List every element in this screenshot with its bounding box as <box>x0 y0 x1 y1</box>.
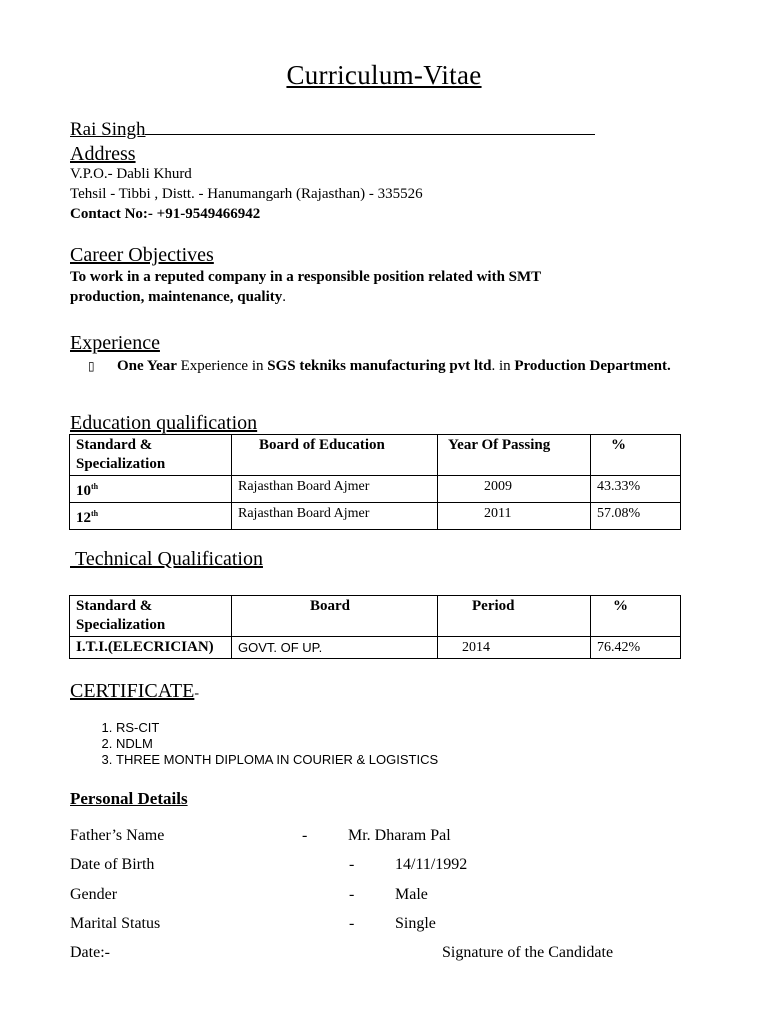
personal-label-marital: Marital Status <box>70 915 161 932</box>
education-table <box>69 434 681 530</box>
education-heading: Education qualification <box>70 412 258 434</box>
education-header-pct: % <box>591 435 681 476</box>
education-year-cell: 2011 <box>438 503 591 530</box>
experience-item <box>88 356 692 376</box>
list-item: 3. THREE MONTH DIPLOMA IN COURIER & LOGISTICS <box>116 752 438 768</box>
candidate-name: Rai Singh <box>70 119 146 140</box>
education-header-row <box>70 435 681 476</box>
career-objective-line-2 <box>70 289 286 306</box>
date-label: Date:- <box>70 944 110 961</box>
technical-table <box>69 595 681 659</box>
personal-label-father: Father’s Name <box>70 827 165 844</box>
education-board-cell: Rajasthan Board Ajmer <box>232 503 438 530</box>
education-header-year: Year Of Passing <box>438 435 591 476</box>
education-std-cell <box>70 503 232 530</box>
signature-label: Signature of the Candidate <box>442 944 614 961</box>
technical-period-cell: 2014 <box>438 637 591 659</box>
technical-header-pct: % <box>591 596 681 637</box>
career-objective-line-2-bold: production, maintenance, quality <box>70 289 283 305</box>
personal-details-heading: Personal Details <box>70 789 188 808</box>
table-row <box>70 637 681 659</box>
technical-heading <box>70 548 263 571</box>
education-pct-cell: 43.33% <box>591 476 681 503</box>
candidate-name-line <box>70 119 595 141</box>
technical-header-board: Board <box>232 596 438 637</box>
experience-company: SGS tekniks manufacturing pvt ltd <box>267 358 492 374</box>
personal-dash: - <box>349 915 355 932</box>
education-std: 10 <box>76 483 91 499</box>
experience-department: Production Department. <box>514 358 671 374</box>
personal-dash: - <box>349 886 355 903</box>
personal-value-gender: Male <box>395 886 428 903</box>
technical-header-period: Period <box>438 596 591 637</box>
personal-dash: - <box>302 827 308 844</box>
education-std-suffix: th <box>91 482 99 491</box>
certificate-heading <box>70 680 199 703</box>
technical-std-cell: I.T.I.(ELECRICIAN) <box>70 637 232 659</box>
career-objective-line-1: To work in a reputed company in a responsible position related with SMT <box>70 269 542 285</box>
certificate-list <box>70 720 438 768</box>
bullet-icon: ▯ <box>88 359 95 373</box>
personal-value-dob: 14/11/1992 <box>395 856 468 873</box>
document-title: Curriculum-Vitae <box>286 60 482 90</box>
technical-header-std: Standard & Specialization <box>70 596 232 637</box>
career-objectives-heading: Career Objectives <box>70 244 214 266</box>
list-item: 2. NDLM <box>116 736 438 752</box>
experience-text-part: . in <box>491 358 515 374</box>
personal-label-gender: Gender <box>70 886 118 903</box>
name-underline <box>145 133 595 135</box>
personal-dash: - <box>349 856 355 873</box>
education-header-board: Board of Education <box>232 435 438 476</box>
experience-heading: Experience <box>70 332 160 354</box>
technical-header-row <box>70 596 681 637</box>
technical-heading-text: Technical Qualification <box>75 548 263 570</box>
technical-pct-cell: 76.42% <box>591 637 681 659</box>
education-board-cell: Rajasthan Board Ajmer <box>232 476 438 503</box>
education-std-cell <box>70 476 232 503</box>
education-header-std: Standard & Specialization <box>70 435 232 476</box>
career-objective-line-2-end: . <box>282 289 286 305</box>
contact-number: Contact No:- +91-9549466942 <box>70 206 261 222</box>
address-line-2: Tehsil - Tibbi , Distt. - Hanumangarh (Rajasthan) - 335526 <box>70 186 423 202</box>
education-std-suffix: th <box>91 509 99 518</box>
personal-label-dob: Date of Birth <box>70 856 155 873</box>
table-row <box>70 476 681 503</box>
table-row <box>70 503 681 530</box>
experience-duration: One Year <box>117 358 177 374</box>
personal-value-marital: Single <box>395 915 436 932</box>
education-year-cell: 2009 <box>438 476 591 503</box>
experience-text-part: Experience in <box>176 358 268 374</box>
education-std: 12 <box>76 510 91 526</box>
address-heading: Address <box>70 143 136 165</box>
list-item: 1. RS-CIT <box>116 720 438 736</box>
technical-board-cell: GOVT. OF UP. <box>232 637 438 659</box>
experience-text <box>117 356 692 376</box>
education-pct-cell: 57.08% <box>591 503 681 530</box>
address-line-1: V.P.O.- Dabli Khurd <box>70 166 192 182</box>
certificate-heading-text: CERTIFICATE <box>70 680 195 702</box>
personal-value-father: Mr. Dharam Pal <box>348 827 451 844</box>
certificate-heading-suffix: - <box>194 686 200 701</box>
